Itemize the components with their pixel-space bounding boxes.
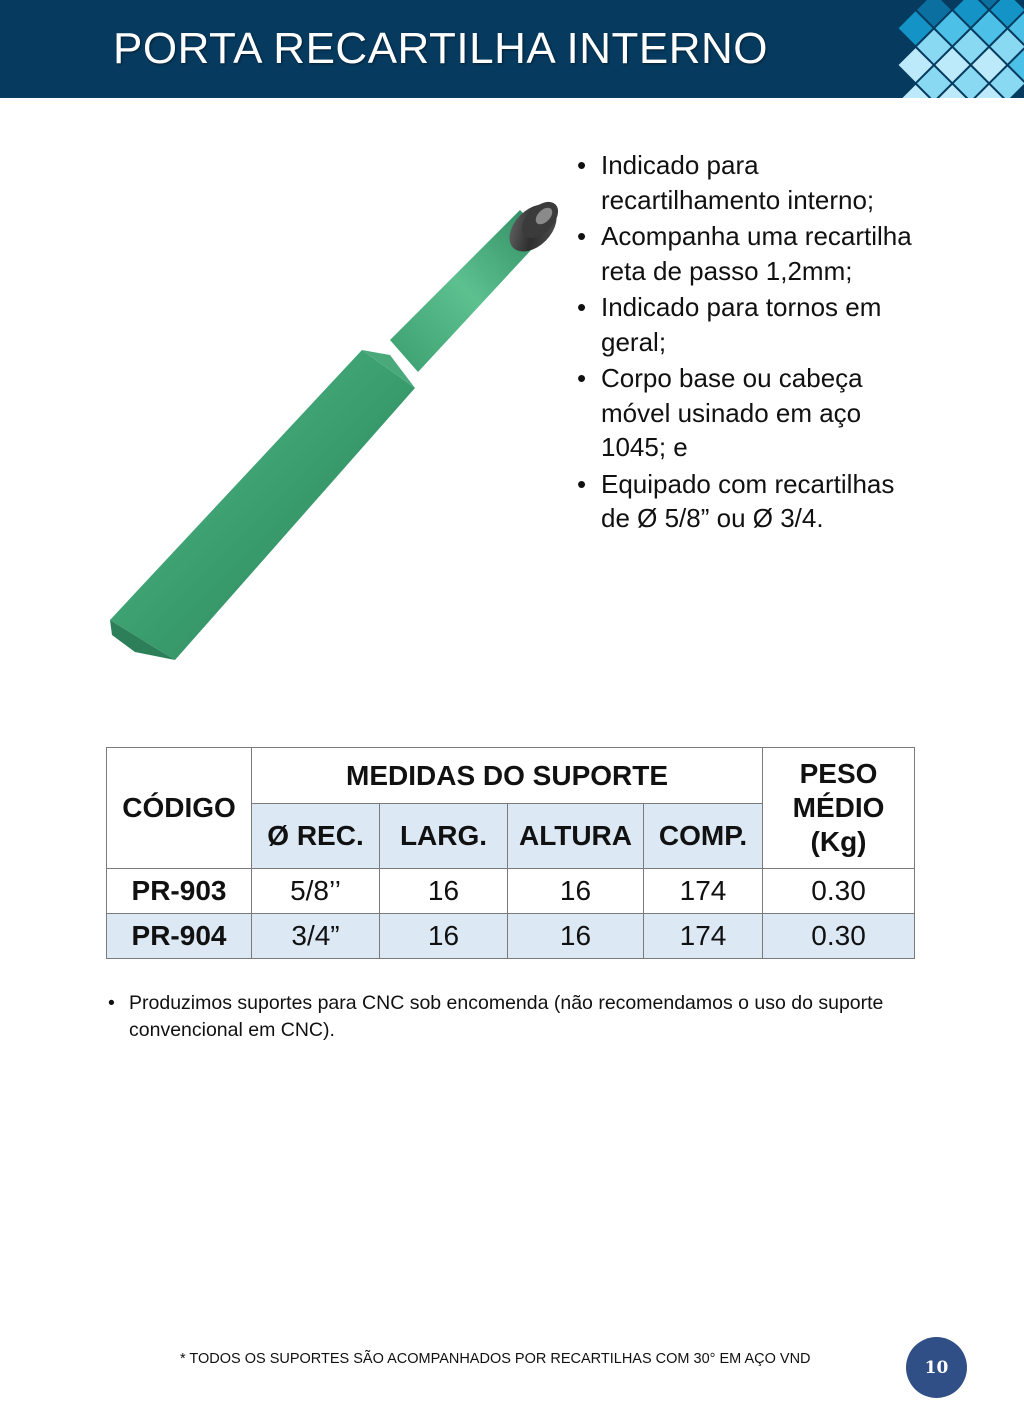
feature-item: • Indicado para tornos em geral; bbox=[577, 292, 882, 357]
rec-cell: 5/8’’ bbox=[252, 869, 380, 914]
height-cell: 16 bbox=[508, 914, 644, 959]
feature-item: • Acompanha uma recartilha reta de passo 1,2mm; bbox=[577, 221, 912, 286]
rec-cell: 3/4” bbox=[252, 914, 380, 959]
diamond-pattern-decoration bbox=[834, 0, 1024, 98]
measures-group-header: MEDIDAS DO SUPORTE bbox=[252, 748, 763, 804]
table-row bbox=[107, 914, 915, 959]
weight-header: PESO MÉDIO (Kg) bbox=[763, 748, 915, 869]
feature-item: • Corpo base ou cabeça móvel usinado em aço 1045; e bbox=[577, 363, 863, 462]
header-banner bbox=[0, 0, 1024, 98]
note-list bbox=[108, 990, 908, 1044]
page-title: PORTA RECARTILHA INTERNO bbox=[113, 24, 769, 73]
footer-note: * TODOS OS SUPORTES SÃO ACOMPANHADOS POR RECARTILHAS COM 30° EM AÇO VND bbox=[180, 1351, 811, 1367]
weight-cell: 0.30 bbox=[763, 869, 915, 914]
width-cell: 16 bbox=[380, 869, 508, 914]
table-row bbox=[107, 869, 915, 914]
code-header: CÓDIGO bbox=[107, 748, 252, 869]
weight-cell: 0.30 bbox=[763, 914, 915, 959]
page-number-badge: 10 bbox=[906, 1337, 967, 1398]
code-cell: PR-904 bbox=[107, 914, 252, 959]
knurling-tool-holder-image bbox=[100, 190, 580, 670]
length-cell: 174 bbox=[644, 869, 763, 914]
feature-item: • Equipado com recartilhas de Ø 5/8” ou Ø 3/4. bbox=[577, 468, 895, 533]
note-item: • Produzimos suportes para CNC sob encomenda (não recomendamos o uso do suporte convencional em CNC). bbox=[108, 992, 884, 1041]
code-cell: PR-903 bbox=[107, 869, 252, 914]
height-cell: 16 bbox=[508, 869, 644, 914]
feature-item: • Indicado para recartilhamento interno; bbox=[577, 150, 875, 215]
length-header: COMP. bbox=[644, 804, 763, 869]
height-header: ALTURA bbox=[508, 804, 644, 869]
feature-list bbox=[577, 148, 922, 538]
width-header: LARG. bbox=[380, 804, 508, 869]
rec-header: Ø REC. bbox=[252, 804, 380, 869]
specs-table bbox=[106, 747, 915, 959]
length-cell: 174 bbox=[644, 914, 763, 959]
width-cell: 16 bbox=[380, 914, 508, 959]
